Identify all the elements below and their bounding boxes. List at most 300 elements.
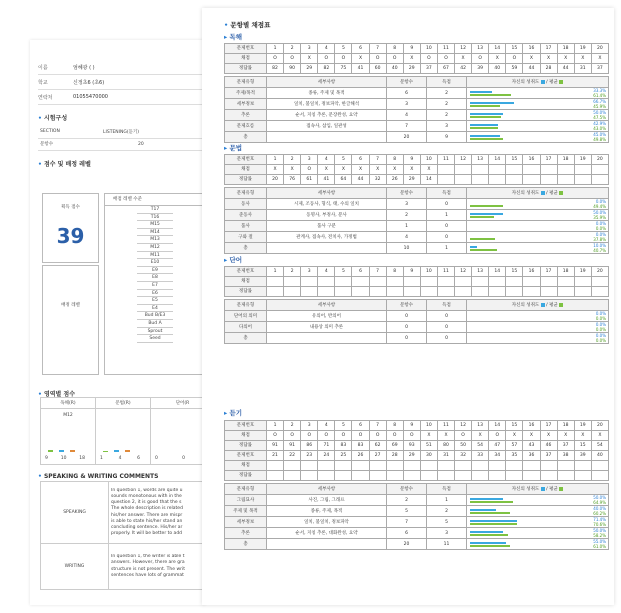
grid-cell: 23 bbox=[301, 451, 318, 461]
level-items bbox=[105, 206, 205, 343]
comment-line: structure is not present. The writ bbox=[111, 566, 185, 572]
stats-bar-cell bbox=[467, 311, 609, 322]
avg-bar bbox=[470, 105, 500, 107]
grid-cell bbox=[472, 461, 489, 471]
grid-cell: 17 bbox=[540, 155, 557, 165]
stats-score: 0 bbox=[427, 232, 467, 243]
stats-type: 추론 bbox=[225, 528, 267, 539]
grid-cell: 60 bbox=[369, 64, 386, 74]
mine-bar bbox=[470, 102, 514, 104]
grid-cell bbox=[557, 277, 574, 287]
level-item: T16 bbox=[137, 214, 173, 222]
stats-row bbox=[225, 121, 609, 132]
stats-row bbox=[225, 110, 609, 121]
grid-cell: X bbox=[420, 431, 437, 441]
grid-cell: X bbox=[472, 431, 489, 441]
grid-cell: 5 bbox=[335, 155, 352, 165]
grid-cell: 17 bbox=[540, 267, 557, 277]
stats-header-cell: 문제유형 bbox=[225, 188, 267, 199]
grid-cell bbox=[455, 287, 472, 297]
comment-line: sounds monotonous with in the bbox=[111, 493, 182, 499]
stats-type: 총 bbox=[225, 333, 267, 344]
info-row-phone: 연락처 01055470000 bbox=[38, 90, 205, 105]
mine-pct: 0.0% bbox=[595, 333, 606, 338]
grid-cell: 2 bbox=[284, 267, 301, 277]
grid-cell bbox=[437, 277, 454, 287]
mine-pct: 71.4% bbox=[593, 517, 606, 522]
avg-pct: 37.8% bbox=[593, 236, 606, 242]
grid-cell bbox=[472, 277, 489, 287]
level-item: M11 bbox=[137, 252, 173, 260]
pct-wrap bbox=[593, 518, 606, 527]
grid-cell: 1 bbox=[267, 44, 284, 54]
grid-cell: 41 bbox=[318, 175, 335, 185]
bar-wrap bbox=[470, 134, 536, 141]
grid-cell bbox=[352, 287, 369, 297]
grid-cell: 33 bbox=[472, 451, 489, 461]
grid-cell: 4 bbox=[318, 44, 335, 54]
stats-row bbox=[225, 210, 609, 221]
grid-row-label: 정답률 bbox=[225, 441, 267, 451]
domain-cell-vocab: 0 0 bbox=[151, 409, 206, 465]
grid-cell: 24 bbox=[318, 451, 335, 461]
stats-score: 2 bbox=[427, 110, 467, 121]
avg-pct: 60.2% bbox=[593, 510, 606, 516]
avg-pct: 47.5% bbox=[593, 114, 606, 120]
grid-cell: O bbox=[455, 431, 472, 441]
grid-cell: 20 bbox=[267, 175, 284, 185]
grid-cell bbox=[557, 287, 574, 297]
grid-cell: 14 bbox=[489, 267, 506, 277]
grid-cell: 80 bbox=[437, 441, 454, 451]
grid-cell: X bbox=[369, 165, 386, 175]
domain-cell-reading: M12 9 10 18 bbox=[41, 409, 96, 465]
grid-cell: 50 bbox=[455, 441, 472, 451]
stats-row bbox=[225, 539, 609, 550]
pct-wrap bbox=[593, 111, 606, 120]
grid-cell: O bbox=[489, 431, 506, 441]
grid-cell bbox=[420, 287, 437, 297]
grid-cell bbox=[540, 461, 557, 471]
grid-cell: 29 bbox=[301, 64, 318, 74]
comment-line: sentences have lots of grammat bbox=[111, 572, 184, 578]
grid-cell: X bbox=[352, 165, 369, 175]
pct-wrap bbox=[596, 334, 606, 343]
grid-cell: O bbox=[267, 54, 284, 64]
legend-avg-swatch bbox=[559, 191, 563, 195]
grid-cell: X bbox=[523, 54, 540, 64]
stats-header-cell: 득점 bbox=[427, 77, 467, 88]
pct-wrap bbox=[593, 244, 606, 253]
stats-count: 20 bbox=[387, 539, 427, 550]
pct-wrap bbox=[593, 496, 606, 505]
grid-cell: 1 bbox=[267, 421, 284, 431]
grid-cell: X bbox=[403, 165, 420, 175]
grid-cell: O bbox=[284, 54, 301, 64]
pct-wrap bbox=[593, 233, 606, 242]
stats-header-row bbox=[225, 188, 609, 199]
avg-pct: 0.0% bbox=[595, 326, 606, 332]
stats-detail: 동명사, 부정사, 분사 bbox=[267, 210, 387, 221]
grid-cell bbox=[455, 471, 472, 481]
avg-bar bbox=[470, 501, 513, 503]
bar-wrap bbox=[470, 223, 536, 230]
legend-header-cell bbox=[467, 484, 609, 495]
grid-row-label: 정답률 bbox=[225, 175, 267, 185]
grid-cell bbox=[574, 165, 591, 175]
stats-detail: 일치, 불일치, 정보파악, 한글해석 bbox=[267, 99, 387, 110]
pct-wrap bbox=[596, 323, 606, 332]
grid-cell: 14 bbox=[489, 44, 506, 54]
grid-cell bbox=[540, 471, 557, 481]
grid-cell: X bbox=[540, 54, 557, 64]
stats-type: 주제 및 목적 bbox=[225, 506, 267, 517]
avg-pct: 35.9% bbox=[593, 214, 606, 220]
mine-bar bbox=[470, 113, 503, 115]
grid-cell bbox=[352, 471, 369, 481]
grid-cell: 37 bbox=[591, 64, 608, 74]
mine-bar bbox=[470, 498, 503, 500]
stats-row bbox=[225, 221, 609, 232]
grid-cell bbox=[523, 277, 540, 287]
assigned-level-box: 배정 레벨 bbox=[42, 265, 99, 375]
grid-cell: 2 bbox=[284, 44, 301, 54]
grid-cell: O bbox=[335, 431, 352, 441]
grid-cell bbox=[437, 471, 454, 481]
grid-cell: X bbox=[437, 431, 454, 441]
grid-cell: 46 bbox=[540, 441, 557, 451]
grid-cell bbox=[472, 175, 489, 185]
grid-cell: 12 bbox=[455, 267, 472, 277]
grid-cell: O bbox=[437, 54, 454, 64]
stats-count: 0 bbox=[387, 311, 427, 322]
comment-line: question 2, it is good that the s bbox=[111, 500, 182, 506]
stats-score: 3 bbox=[427, 528, 467, 539]
grid-cell: X bbox=[557, 431, 574, 441]
grid-cell: X bbox=[557, 54, 574, 64]
grid-cell bbox=[489, 287, 506, 297]
grid-cell: 29 bbox=[403, 175, 420, 185]
grid-cell: 5 bbox=[335, 267, 352, 277]
grid-cell: 67 bbox=[437, 64, 454, 74]
stats-count: 7 bbox=[387, 121, 427, 132]
legend-avg-text: / 평균 bbox=[544, 487, 560, 492]
stats-count: 4 bbox=[387, 232, 427, 243]
grid-cell: 8 bbox=[386, 44, 403, 54]
comment-line: In question 1, the writer is able t bbox=[111, 554, 185, 560]
grid-cell: 47 bbox=[489, 441, 506, 451]
grid-cell: 76 bbox=[284, 175, 301, 185]
grid-cell bbox=[318, 287, 335, 297]
grid-cell: X bbox=[420, 165, 437, 175]
grid-cell: 91 bbox=[284, 441, 301, 451]
bar-wrap bbox=[470, 519, 536, 526]
grid-row-label: 채점 bbox=[225, 277, 267, 287]
grid-cell: 14 bbox=[489, 155, 506, 165]
stats-type: 문제흐름 bbox=[225, 121, 267, 132]
grid-cell: 44 bbox=[523, 64, 540, 74]
mine-bar bbox=[470, 213, 503, 215]
vocab-grid bbox=[224, 266, 609, 297]
grid-cell: 20 bbox=[591, 44, 608, 54]
stats-bar-cell bbox=[467, 495, 609, 506]
avg-bar bbox=[470, 249, 497, 251]
grid-cell: 4 bbox=[318, 155, 335, 165]
stats-type: 세부정보 bbox=[225, 99, 267, 110]
grid-cell: 20 bbox=[591, 267, 608, 277]
grid-cell: 12 bbox=[455, 44, 472, 54]
grid-row-label: 채점 bbox=[225, 54, 267, 64]
grid-cell: X bbox=[540, 431, 557, 441]
grid-cell: 93 bbox=[403, 441, 420, 451]
avg-pct: 58.2% bbox=[593, 532, 606, 538]
legend-avg-text: / 평균 bbox=[544, 191, 560, 196]
grid-cell bbox=[506, 471, 523, 481]
stats-count: 3 bbox=[387, 99, 427, 110]
mark-row bbox=[225, 461, 609, 471]
avg-pct: 0.0% bbox=[595, 225, 606, 231]
stats-count: 7 bbox=[387, 517, 427, 528]
stats-count: 20 bbox=[387, 132, 427, 143]
stats-score: 2 bbox=[427, 99, 467, 110]
grid-row-label: 정답률 bbox=[225, 471, 267, 481]
grid-cell: 21 bbox=[267, 451, 284, 461]
stats-count: 6 bbox=[387, 88, 427, 99]
left-page bbox=[30, 40, 205, 605]
grid-cell bbox=[369, 471, 386, 481]
avg-pct: 0.0% bbox=[595, 315, 606, 321]
avg-bar bbox=[470, 534, 508, 536]
mine-pct: 66.7% bbox=[593, 99, 606, 104]
pct-wrap bbox=[593, 507, 606, 516]
stats-bar-cell bbox=[467, 210, 609, 221]
grid-cell bbox=[420, 471, 437, 481]
grid-cell bbox=[472, 471, 489, 481]
grid-cell: 15 bbox=[506, 421, 523, 431]
grid-cell bbox=[523, 461, 540, 471]
grid-cell bbox=[574, 471, 591, 481]
grid-cell: X bbox=[591, 54, 608, 64]
avg-pct: 49.4% bbox=[593, 203, 606, 209]
grid-cell bbox=[506, 165, 523, 175]
grid-cell: 25 bbox=[335, 451, 352, 461]
grid-cell bbox=[523, 165, 540, 175]
stats-bar-cell bbox=[467, 528, 609, 539]
stats-bar-cell bbox=[467, 110, 609, 121]
sw-section-title: • SPEAKING & WRITING COMMENTS bbox=[38, 473, 159, 480]
rate-row bbox=[225, 287, 609, 297]
comment-line: The whole description is related bbox=[111, 506, 183, 512]
grid-cell: O bbox=[318, 431, 335, 441]
mine-pct: 45.0% bbox=[593, 132, 606, 137]
listening-stats-table bbox=[224, 483, 609, 550]
grid-cell bbox=[352, 461, 369, 471]
speaking-label: SPEAKING bbox=[41, 482, 109, 544]
grid-cell: 40 bbox=[386, 64, 403, 74]
stats-detail: 종류, 주제 및 목적 bbox=[267, 88, 387, 99]
grid-cell: 9 bbox=[403, 421, 420, 431]
avg-bar bbox=[470, 205, 503, 207]
grid-cell: X bbox=[352, 54, 369, 64]
grid-cell bbox=[369, 277, 386, 287]
avg-pct: 70.6% bbox=[593, 521, 606, 527]
grid-cell bbox=[301, 461, 318, 471]
stats-count: 0 bbox=[387, 333, 427, 344]
number-row bbox=[225, 44, 609, 54]
grid-cell bbox=[591, 165, 608, 175]
grid-cell: 15 bbox=[506, 267, 523, 277]
grid-cell bbox=[506, 287, 523, 297]
grid-cell: 36 bbox=[523, 451, 540, 461]
stats-score: 0 bbox=[427, 199, 467, 210]
grid-cell: 13 bbox=[472, 267, 489, 277]
stats-type: 단어의 의미 bbox=[225, 311, 267, 322]
mine-pct: 0.0% bbox=[595, 232, 606, 237]
grid-cell bbox=[557, 175, 574, 185]
stats-header-cell: 세부사항 bbox=[267, 300, 387, 311]
mine-bar bbox=[470, 520, 517, 522]
grid-cell: 18 bbox=[557, 267, 574, 277]
grid-cell: 3 bbox=[301, 44, 318, 54]
stats-header-cell: 득점 bbox=[427, 188, 467, 199]
grid-cell: 32 bbox=[455, 451, 472, 461]
bar-wrap bbox=[470, 541, 536, 548]
bar-wrap bbox=[470, 101, 536, 108]
grid-cell bbox=[523, 471, 540, 481]
grid-cell: X bbox=[506, 431, 523, 441]
stats-score: 3 bbox=[427, 121, 467, 132]
grid-cell: 64 bbox=[335, 175, 352, 185]
stats-score: 9 bbox=[427, 132, 467, 143]
score-box: 획득 점수 39 bbox=[42, 193, 99, 263]
stats-detail: 관계사, 접속사, 전치사, 가정법 bbox=[267, 232, 387, 243]
stats-header-row bbox=[225, 300, 609, 311]
grid-cell: 26 bbox=[352, 451, 369, 461]
avg-bar bbox=[470, 138, 503, 140]
grid-cell bbox=[301, 277, 318, 287]
grid-cell bbox=[574, 175, 591, 185]
bar-wrap bbox=[470, 324, 536, 331]
grid-cell: 90 bbox=[284, 64, 301, 74]
reading-grid bbox=[224, 43, 609, 74]
rate-row bbox=[225, 471, 609, 481]
grid-row-label: 채점 bbox=[225, 165, 267, 175]
stats-detail: 시제, 조동사, 형식, 태, 수의 일치 bbox=[267, 199, 387, 210]
grid-cell: O bbox=[369, 431, 386, 441]
stats-header-cell: 세부사항 bbox=[267, 188, 387, 199]
grid-cell bbox=[574, 461, 591, 471]
grid-cell: 15 bbox=[574, 441, 591, 451]
stats-header-cell: 세부사항 bbox=[267, 77, 387, 88]
avg-pct: 40.7% bbox=[593, 247, 606, 253]
pct-wrap bbox=[593, 200, 606, 209]
grid-cell: 32 bbox=[369, 175, 386, 185]
grid-cell bbox=[437, 165, 454, 175]
grid-cell bbox=[506, 175, 523, 185]
grid-cell: 19 bbox=[574, 421, 591, 431]
grid-cell: 1 bbox=[267, 155, 284, 165]
grid-cell: 18 bbox=[557, 44, 574, 54]
bar-wrap bbox=[470, 234, 536, 241]
stats-header-cell: 문항수 bbox=[387, 484, 427, 495]
stats-header-cell: 문제유형 bbox=[225, 484, 267, 495]
stats-detail: 일치, 불일치, 정보파악 bbox=[267, 517, 387, 528]
legend-avg-swatch bbox=[559, 487, 563, 491]
stats-detail bbox=[267, 539, 387, 550]
page-title: • 문항별 채점표 bbox=[224, 21, 271, 29]
grid-cell: 11 bbox=[437, 155, 454, 165]
avg-bar bbox=[470, 94, 511, 96]
grid-cell: 10 bbox=[420, 44, 437, 54]
grid-cell: 17 bbox=[540, 421, 557, 431]
stats-detail: 사진, 그림, 그래프 bbox=[267, 495, 387, 506]
mine-pct: 0.0% bbox=[595, 311, 606, 316]
grid-cell bbox=[386, 287, 403, 297]
grid-cell: 17 bbox=[540, 44, 557, 54]
grid-cell bbox=[574, 277, 591, 287]
domain-section-title: • 영역별 점수 bbox=[38, 391, 76, 398]
stats-type: 총 bbox=[225, 132, 267, 143]
stats-score: 0 bbox=[427, 333, 467, 344]
grid-cell bbox=[489, 471, 506, 481]
mine-pct: 50.0% bbox=[593, 528, 606, 533]
grid-cell bbox=[455, 277, 472, 287]
legend-text: 자신의 성취도 bbox=[511, 191, 541, 196]
grid-row-label: 채점 bbox=[225, 431, 267, 441]
grid-cell bbox=[301, 471, 318, 481]
grid-row-label: 문제번호 bbox=[225, 44, 267, 54]
stats-header-cell: 득점 bbox=[427, 484, 467, 495]
grid-cell: 12 bbox=[455, 421, 472, 431]
grid-cell: 11 bbox=[437, 421, 454, 431]
stats-count: 2 bbox=[387, 210, 427, 221]
grid-cell bbox=[284, 471, 301, 481]
grid-cell bbox=[591, 461, 608, 471]
bar-wrap bbox=[470, 497, 536, 504]
grid-cell: 31 bbox=[437, 451, 454, 461]
stats-header-cell: 문제유형 bbox=[225, 300, 267, 311]
stats-type: 총 bbox=[225, 243, 267, 254]
grid-cell bbox=[523, 175, 540, 185]
avg-bar bbox=[470, 127, 498, 129]
legend-avg-text: / 평균 bbox=[544, 303, 560, 308]
grid-cell bbox=[472, 287, 489, 297]
grid-cell: 6 bbox=[352, 267, 369, 277]
grid-row-label: 문제번호 bbox=[225, 451, 267, 461]
score-section-title: • 점수 및 배정 레벨 bbox=[38, 160, 91, 168]
stats-detail: 종류, 주제, 목적 bbox=[267, 506, 387, 517]
grid-cell bbox=[437, 287, 454, 297]
grid-cell: 13 bbox=[472, 44, 489, 54]
mine-pct: 0.0% bbox=[595, 322, 606, 327]
stats-score: 0 bbox=[427, 311, 467, 322]
legend-avg-swatch bbox=[559, 80, 563, 84]
grid-cell: 37 bbox=[557, 441, 574, 451]
grid-cell: 4 bbox=[318, 421, 335, 431]
comment-line: answers. However, there are gra bbox=[111, 560, 185, 566]
grid-cell bbox=[335, 461, 352, 471]
grid-cell: O bbox=[284, 431, 301, 441]
stats-bar-cell bbox=[467, 132, 609, 143]
grid-cell: 8 bbox=[386, 155, 403, 165]
grid-cell: 13 bbox=[472, 421, 489, 431]
level-item: E7 bbox=[137, 282, 173, 290]
grid-cell: O bbox=[403, 431, 420, 441]
mine-pct: 33.3% bbox=[593, 88, 606, 93]
number-row bbox=[225, 421, 609, 431]
listening-title: ▸ 듣기 bbox=[224, 409, 243, 417]
grid-cell bbox=[267, 277, 284, 287]
